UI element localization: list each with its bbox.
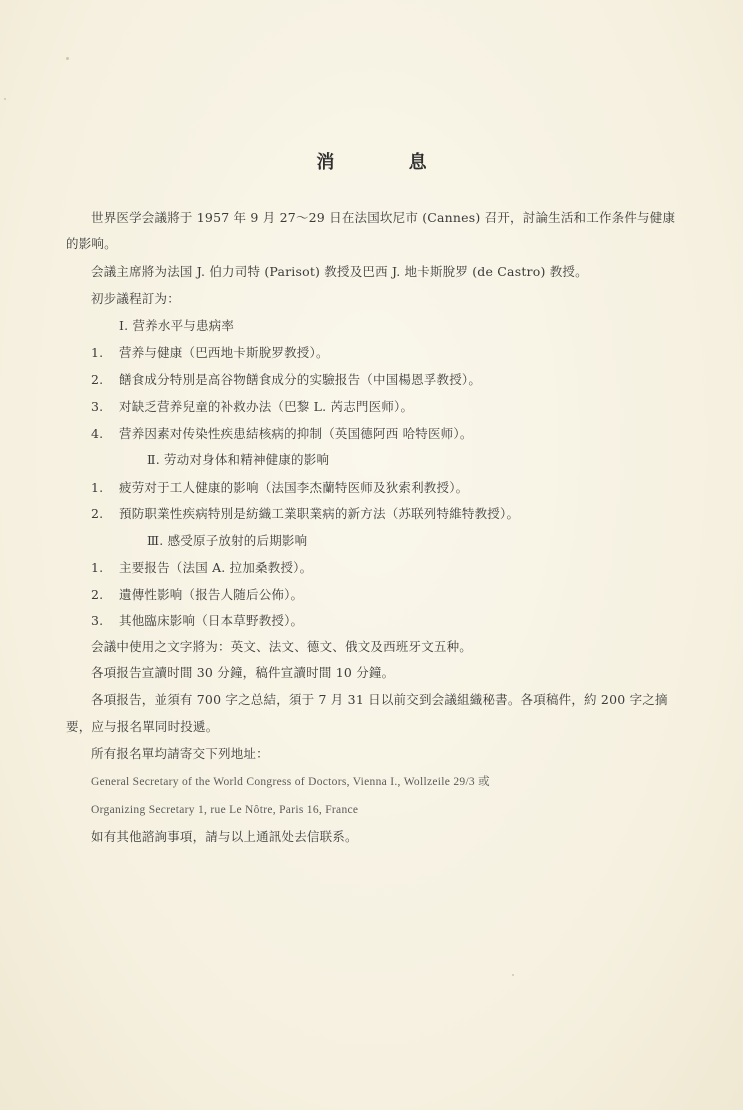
list-item bbox=[91, 426, 473, 442]
list-item-text: 饍食成分特別是高谷物饍食成分的实驗报告（中国楊恩孚教授）。 bbox=[119, 372, 482, 387]
paragraph-contact: 如有其他諮詢事項，請与以上通訊处去信联系。 bbox=[91, 829, 358, 844]
list-item-text: 营养与健康（巴西地卡斯脫罗教授）。 bbox=[119, 345, 329, 360]
list-item-text: 遺傳性影响（报告人随后公佈）。 bbox=[119, 587, 304, 602]
paragraph-submission-line2: 要，应与报名單同时投遞。 bbox=[66, 719, 219, 734]
list-item-number: 1. bbox=[91, 345, 104, 360]
paper-speck bbox=[4, 98, 6, 100]
paragraph-languages: 会議中使用之文字將为：英文、法文、德文、俄文及西班牙文五种。 bbox=[91, 639, 473, 654]
paragraph-intro-line2: 的影响。 bbox=[66, 236, 117, 251]
list-item bbox=[91, 506, 519, 522]
list-item-number: 2. bbox=[91, 587, 104, 602]
list-item bbox=[91, 560, 312, 576]
page-title: 消 息 bbox=[316, 152, 461, 173]
list-item-text: 对缺乏营养兒童的补救办法（巴黎 L. 芮志門医师）。 bbox=[119, 399, 414, 414]
list-item bbox=[91, 587, 303, 603]
list-item-number: 1. bbox=[91, 480, 104, 495]
list-item-number: 2. bbox=[91, 506, 104, 521]
list-item bbox=[91, 372, 481, 388]
section-heading-2: Ⅱ. 劳动对身体和精神健康的影响 bbox=[147, 452, 330, 467]
list-item-text: 預防职業性疾病特別是紡織工業职業病的新方法（苏联列特維特教授）。 bbox=[119, 506, 520, 521]
list-item-number: 3. bbox=[91, 399, 104, 414]
address-organizing-secretary: Organizing Secretary 1, rue Le Nôtre, Paris 16, France bbox=[91, 804, 359, 816]
list-item bbox=[91, 345, 329, 361]
paper-speck bbox=[512, 974, 514, 976]
paragraph-agenda-intro: 初步議程訂为： bbox=[91, 291, 180, 306]
list-item bbox=[91, 399, 413, 415]
paragraph-intro-line1: 世界医学会議將于 1957 年 9 月 27～29 日在法国坎尼市 (Cannes) 召开，討論生活和工作条件与健康 bbox=[91, 210, 676, 225]
list-item-text: 其他臨床影响（日本草野教授）。 bbox=[119, 613, 304, 628]
paragraph-address-intro: 所有报名單均請寄交下列地址： bbox=[91, 746, 269, 761]
list-item-text: 营养因素对传染性疾患結核病的抑制（英国德阿西 哈特医师）。 bbox=[119, 426, 473, 441]
paragraph-duration: 各項报告宣讀时間 30 分鐘，稿件宣讀时間 10 分鐘。 bbox=[91, 665, 395, 680]
list-item-number: 3. bbox=[91, 613, 104, 628]
section-heading-1: Ⅰ. 营养水平与患病率 bbox=[119, 318, 235, 333]
paper-speck bbox=[66, 57, 69, 60]
list-item-number: 1. bbox=[91, 560, 104, 575]
paragraph-chairmen: 会議主席將为法国 J. 伯力司特 (Parisot) 教授及巴西 J. 地卡斯脫罗 (de Castro) 教授。 bbox=[91, 264, 588, 279]
list-item bbox=[91, 480, 468, 496]
list-item-number: 2. bbox=[91, 372, 104, 387]
list-item-number: 4. bbox=[91, 426, 104, 441]
list-item-text: 主要报告（法国 A. 拉加桑教授）。 bbox=[119, 560, 313, 575]
list-item bbox=[91, 613, 303, 629]
paragraph-submission-line1: 各項报告，並須有 700 字之总結，須于 7 月 31 日以前交到会議組織秘書。各項稿件，約 200 字之摘 bbox=[91, 692, 668, 707]
list-item-text: 疲劳对于工人健康的影响（法国李杰蘭特医师及狄索利教授）。 bbox=[119, 480, 469, 495]
section-heading-3: Ⅲ. 感受原子放射的后期影响 bbox=[147, 533, 308, 548]
address-general-secretary: General Secretary of the World Congress of Doctors, Vienna I., Wollzeile 29/3 或 bbox=[91, 776, 490, 788]
